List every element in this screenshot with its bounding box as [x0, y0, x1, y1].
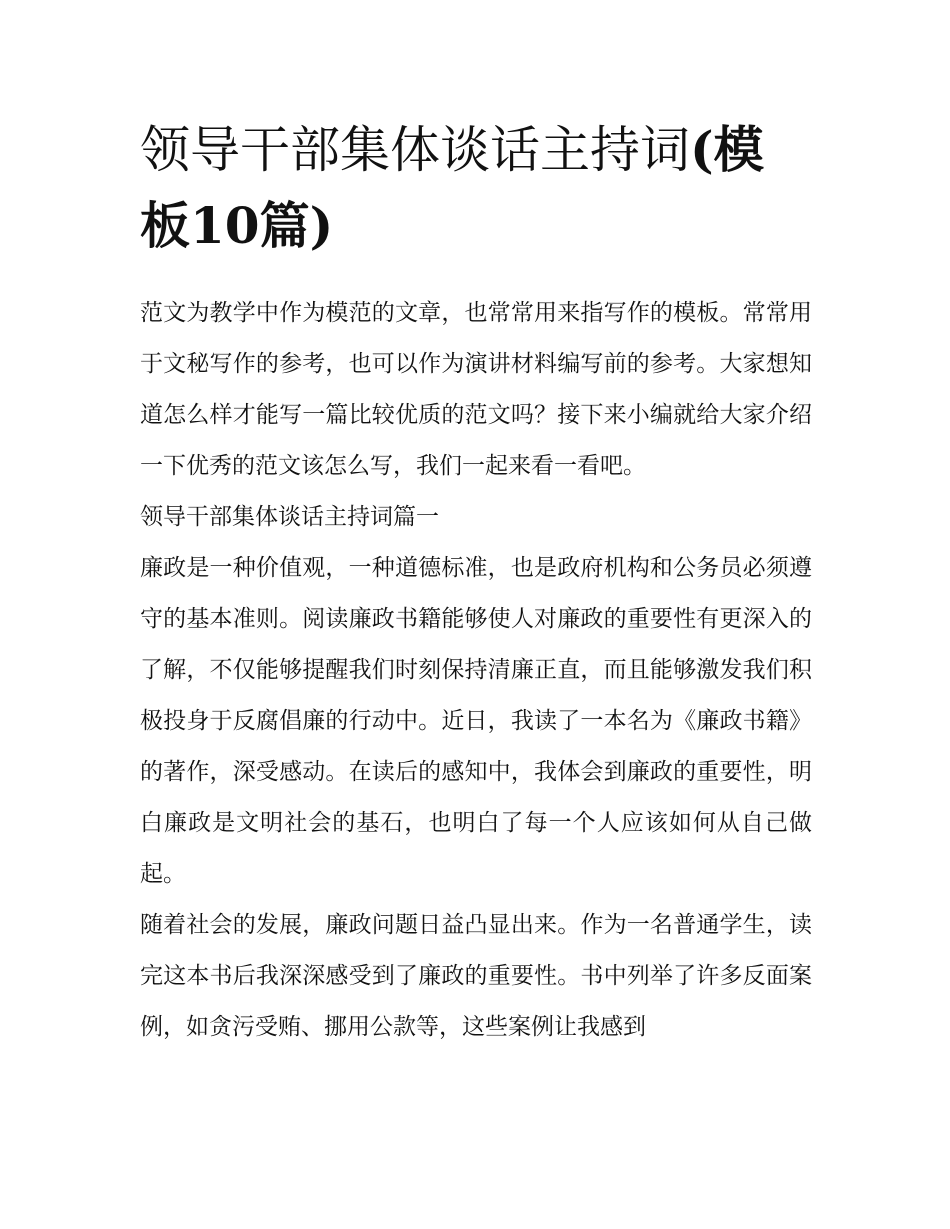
document-body — [140, 288, 812, 1053]
title-suffix: (模板10篇) — [140, 120, 764, 255]
body-paragraph-1: 廉政是一种价值观，一种道德标准，也是政府机构和公务员必须遵守的基本准则。阅读廉政书籍能够使人对廉政的重要性有更深入的了解，不仅能够提醒我们时刻保持清廉正直，而且能够激发我们积极投身于反腐倡廉的行动中。近日，我读了一本名为《廉政书籍》的著作，深受感动。在读后的感知中，我体会到廉政的重要性，明白廉政是文明社会的基石，也明白了每一个人应该如何从自己做起。 — [140, 555, 812, 887]
section-heading: 领导干部集体谈话主持词篇一 — [140, 504, 439, 530]
title-text: 领导干部集体谈话主持词 — [140, 121, 690, 179]
body-paragraph-2: 随着社会的发展，廉政问题日益凸显出来。作为一名普通学生，读完这本书后我深深感受到了廉政的重要性。书中列举了许多反面案例，如贪污受贿、挪用公款等，这些案例让我感到 — [140, 912, 812, 1040]
intro-paragraph: 范文为教学中作为模范的文章，也常常用来指写作的模板。常常用于文秘写作的参考，也可以作为演讲材料编写前的参考。大家想知道怎么样才能写一篇比较优质的范文吗？接下来小编就给大家介绍一下优秀的范文该怎么写，我们一起来看一看吧。 — [140, 300, 812, 479]
document-page — [140, 112, 812, 1053]
document-title — [140, 112, 812, 264]
